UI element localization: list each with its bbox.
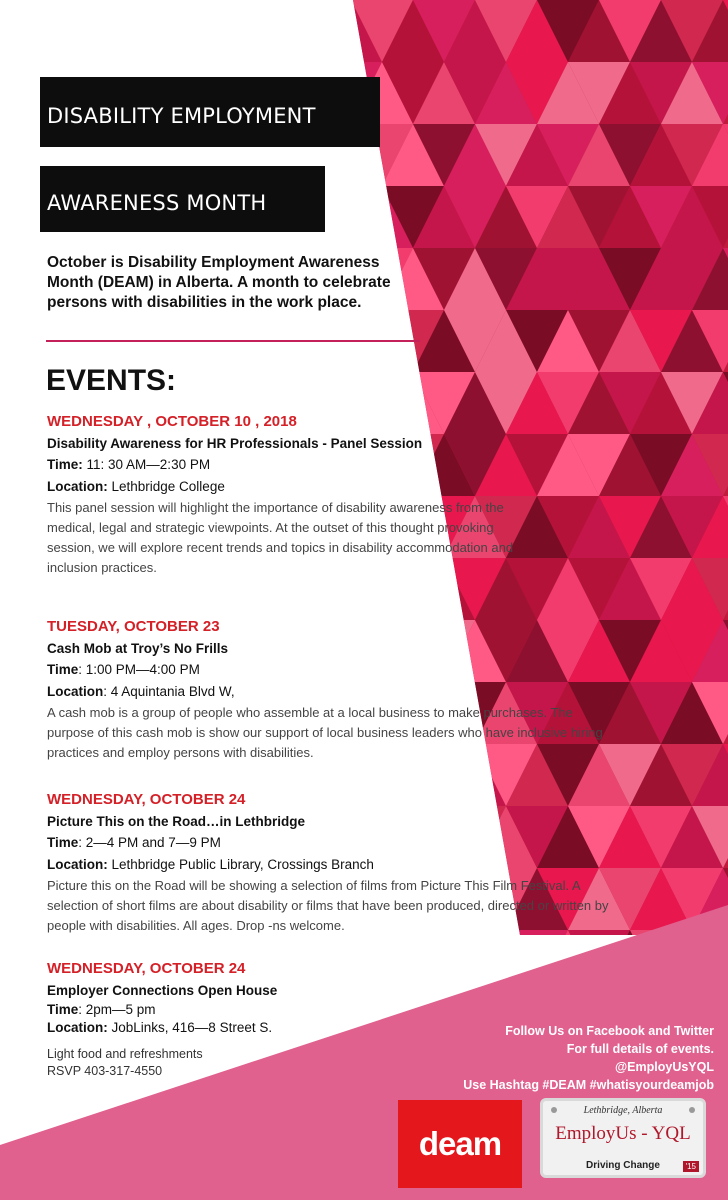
location-label: Location: <box>47 857 108 872</box>
event-date: WEDNESDAY, OCTOBER 24 <box>47 960 246 977</box>
event-2 <box>47 616 617 763</box>
deam-logo-text: deam <box>418 1125 502 1162</box>
event-time <box>47 659 617 681</box>
event-description: This panel session will highlight the importance of disability awareness from the medical, legal and strategic viewpoints. At the outset of this thought provoking session, we will explore recent trends and topics in disability accommodation and inclusion practices. <box>47 500 514 575</box>
event-location <box>47 1019 447 1037</box>
plate-motto: Driving Change <box>586 1160 660 1171</box>
deam-logo <box>398 1100 522 1188</box>
time-label: Time <box>47 662 79 677</box>
food-text: Light food and refreshments <box>47 1047 203 1061</box>
title-line-2-text: AWARENESS MONTH <box>47 191 267 215</box>
pattern-triangle <box>320 186 382 248</box>
event-time <box>47 1001 447 1019</box>
time-label: Time: <box>47 457 83 472</box>
rsvp-text: RSVP 403-317-4550 <box>47 1064 163 1078</box>
event-title: Picture This on the Road…in Lethbridge <box>47 814 306 829</box>
location-value: JobLinks, 416—8 Street S. <box>107 1020 273 1035</box>
title-line-2 <box>40 166 325 232</box>
plate-name: EmployUs - YQL <box>555 1123 691 1144</box>
event-date: WEDNESDAY , OCTOBER 10 , 2018 <box>47 413 297 430</box>
event-3 <box>47 789 617 936</box>
event-title: Disability Awareness for HR Professionals - Panel Session <box>47 436 423 451</box>
divider <box>46 340 420 342</box>
events-heading: EVENTS: <box>46 364 177 397</box>
location-value: : 4 Aquintania Blvd W, <box>103 684 235 699</box>
location-label: Location: <box>47 1020 108 1035</box>
intro-text: October is Disability Employment Awareness Month (DEAM) in Alberta. A month to celebrate persons with disabilities in the work place. <box>47 254 391 311</box>
follow-line-1: Follow Us on Facebook and Twitter <box>505 1024 714 1038</box>
time-value: : 2—4 PM and 7—9 PM <box>78 835 221 850</box>
location-label: Location <box>47 684 104 699</box>
event-description: Picture this on the Road will be showing a selection of films from Picture This Film Festival. A selection of short films are about disability or films that have been produced, directed or written by people with disabilities. All ages. Drop -ns welcome. <box>47 878 609 933</box>
event-location <box>47 476 527 498</box>
event-title: Cash Mob at Troy’s No Frills <box>47 641 229 656</box>
event-4 <box>47 958 447 1037</box>
hashtags: Use Hashtag #DEAM #whatisyourdeamjob <box>463 1078 714 1092</box>
time-value: : 1:00 PM—4:00 PM <box>78 662 200 677</box>
location-label: Location: <box>47 479 108 494</box>
time-value: : 2pm—5 pm <box>78 1002 156 1017</box>
time-label: Time <box>47 1002 79 1017</box>
time-label: Time <box>47 835 79 850</box>
location-value: Lethbridge Public Library, Crossings Branch <box>107 857 374 872</box>
event-description: A cash mob is a group of people who assemble at a local business to make purchases. The purpose of this cash mob is show our support of local business leaders who have inclusive hiring practices and employ persons with disabilities. <box>47 705 603 760</box>
event-time <box>47 832 617 854</box>
employus-license-plate-logo <box>540 1098 706 1178</box>
twitter-handle: @EmployUsYQL <box>614 1060 714 1074</box>
plate-year: '15 <box>683 1161 699 1172</box>
event-1 <box>47 411 527 578</box>
event-time <box>47 454 527 476</box>
event-date: WEDNESDAY, OCTOBER 24 <box>47 791 246 808</box>
follow-line-2: For full details of events. <box>566 1042 714 1056</box>
event-location <box>47 854 617 876</box>
location-value: Lethbridge College <box>107 479 225 494</box>
social-info <box>463 1022 714 1094</box>
plate-location: Lethbridge, Alberta <box>583 1105 663 1116</box>
refreshments-note <box>47 1046 203 1080</box>
title-line-1-text: DISABILITY EMPLOYMENT <box>47 104 316 128</box>
time-value: 11: 30 AM—2:30 PM <box>82 457 211 472</box>
event-title: Employer Connections Open House <box>47 983 278 998</box>
event-location <box>47 681 617 703</box>
event-date: TUESDAY, OCTOBER 23 <box>47 618 220 635</box>
title-line-1 <box>40 77 380 147</box>
